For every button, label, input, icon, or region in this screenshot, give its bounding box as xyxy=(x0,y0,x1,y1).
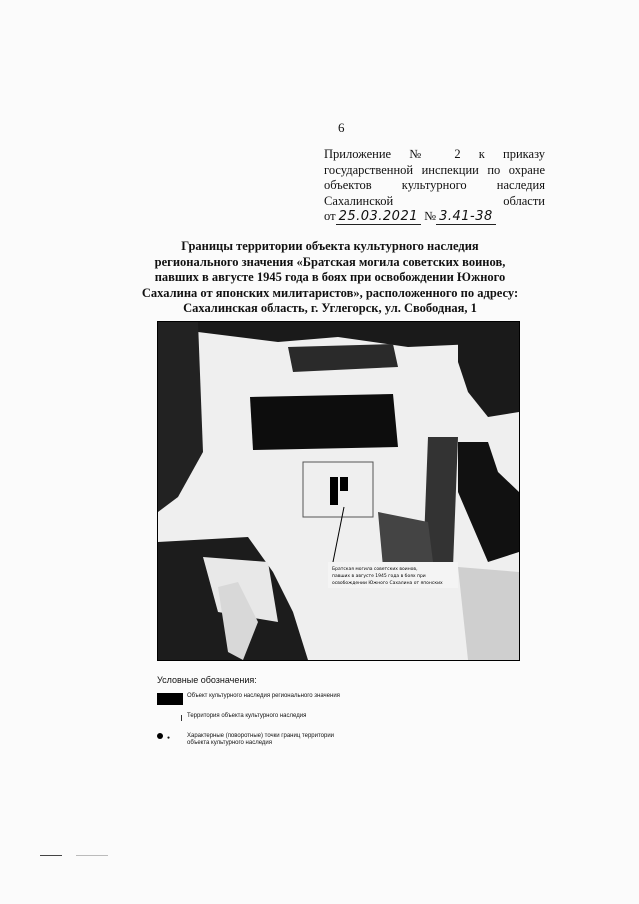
memorial-object xyxy=(330,477,338,505)
legend-item-heritage-object xyxy=(157,693,357,705)
page-number: 6 xyxy=(338,120,345,135)
aerial-map xyxy=(157,321,520,661)
legend-item-territory xyxy=(157,713,357,725)
number-prefix: № xyxy=(424,209,437,223)
point-marker-icon: ● xyxy=(157,733,185,745)
appendix-header xyxy=(324,147,545,225)
legend-item-text: Объект культурного наследия регионального значения xyxy=(187,693,340,699)
legend-item-text: Территория объекта культурного наследия xyxy=(187,713,307,719)
callout-text-2: павших в августе 1945 года в боях при xyxy=(332,574,426,579)
appendix-line-3: объектов культурного наследия xyxy=(324,178,545,192)
date-prefix: от xyxy=(324,209,336,223)
large-building xyxy=(250,394,398,450)
bottom-line-mark xyxy=(76,855,108,856)
appendix-line-1: Приложение № 2 к приказу xyxy=(324,147,545,161)
boundary-line-icon xyxy=(157,713,185,725)
legend-title: Условные обозначения: xyxy=(157,675,257,685)
callout-text-3: освобождении Южного Сахалина от японских xyxy=(332,581,443,586)
legend-item-text: Характерные (поворотные) точки границ территории объекта культурного наследия xyxy=(187,733,335,746)
appendix-line-4: Сахалинской области xyxy=(324,193,545,208)
appendix-date-row xyxy=(324,209,545,225)
black-rectangle-icon xyxy=(157,693,185,705)
document-title: Границы территории объекта культурного наследия регионального значения «Братская могила советских воинов, павших в августе 1945 года в боях при освобождении Южного Сахалина от японских милитаристов», расположенного по адресу: Сахалинская область, г. Углегорск, ул. Свободная, 1 xyxy=(141,239,519,315)
bottom-line-mark xyxy=(40,855,62,856)
handwritten-date: 25.03.2021 xyxy=(336,209,421,225)
appendix-line-2: государственной инспекции по охране xyxy=(324,162,545,177)
legend xyxy=(157,675,357,755)
callout-text-1: Братская могила советских воинов, xyxy=(332,567,418,572)
memorial-object-2 xyxy=(340,477,348,491)
handwritten-number: 3.41-38 xyxy=(436,209,496,225)
bottom-right-area xyxy=(458,567,519,660)
aerial-photo-graphic xyxy=(158,322,519,660)
legend-item-points xyxy=(157,733,357,747)
